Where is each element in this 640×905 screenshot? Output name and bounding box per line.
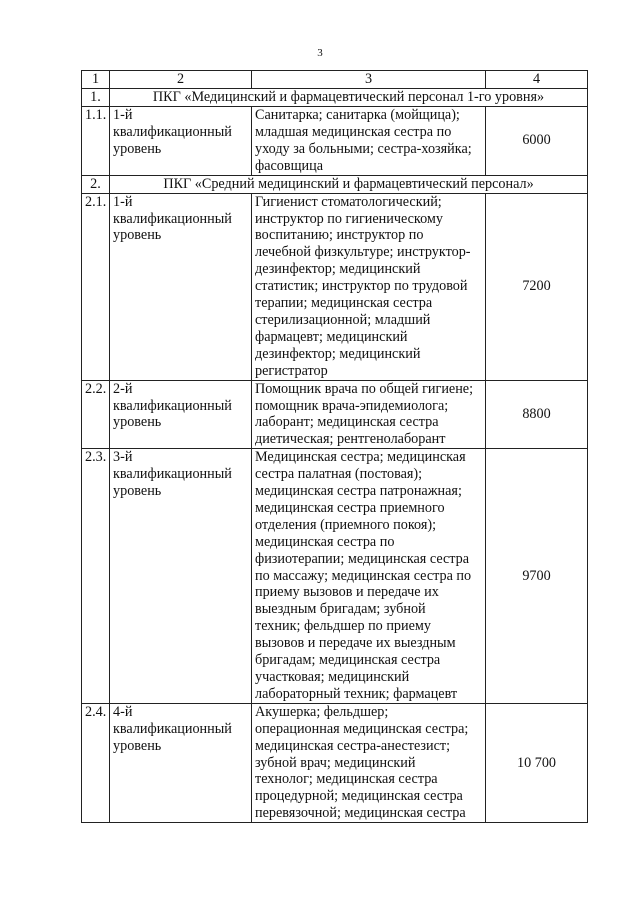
section-title: ПКГ «Средний медицинский и фармацевтический персонал» bbox=[110, 175, 588, 193]
salary-amount: 9700 bbox=[486, 449, 588, 704]
positions-line: стерилизационной; младший bbox=[255, 311, 431, 328]
row-code: 2.4. bbox=[82, 703, 110, 822]
salary-amount: 8800 bbox=[486, 380, 588, 449]
page-number: 3 bbox=[317, 47, 323, 59]
qualification-level-line: уровень bbox=[113, 140, 162, 157]
positions-line: уходу за больными; сестра-хозяйка; bbox=[255, 140, 472, 157]
qualification-level-cell bbox=[110, 703, 252, 822]
section-title: ПКГ «Медицинский и фармацевтический персонал 1-го уровня» bbox=[110, 89, 588, 107]
qualification-level-line: 2-й bbox=[113, 380, 133, 397]
column-number-4: 4 bbox=[486, 71, 588, 89]
qualification-level-cell bbox=[110, 193, 252, 380]
qualification-level-cell bbox=[110, 380, 252, 449]
qualification-level-line: уровень bbox=[113, 483, 162, 500]
column-number-3: 3 bbox=[252, 71, 486, 89]
positions-line: выездным бригадам; зубной bbox=[255, 601, 426, 618]
positions-line: Санитарка; санитарка (мойщица); bbox=[255, 107, 460, 123]
positions-line: физиотерапии; медицинская сестра bbox=[255, 550, 470, 567]
positions-line: бригадам; медицинская сестра bbox=[255, 652, 441, 669]
section-row bbox=[82, 89, 588, 107]
column-number-header-row bbox=[82, 71, 588, 89]
positions-line: сестра палатная (постовая); bbox=[255, 466, 423, 483]
positions-line: медицинская сестра приемного bbox=[255, 499, 445, 516]
positions-line: участковая; медицинский bbox=[255, 669, 410, 685]
positions-line: лечебной физкультуре; инструктор- bbox=[255, 244, 471, 261]
qualification-level-line: квалификационный bbox=[113, 466, 232, 483]
positions-line: вызовов и передаче их выездным bbox=[255, 635, 456, 652]
row-code: 2.1. bbox=[82, 193, 110, 380]
positions-line: перевязочной; медицинская сестра bbox=[255, 805, 466, 822]
positions-line: младшая медицинская сестра по bbox=[255, 123, 452, 140]
salary-amount: 10 700 bbox=[486, 703, 588, 822]
positions-cell bbox=[252, 107, 486, 176]
positions-line: медицинская сестра-анестезист; bbox=[255, 737, 451, 754]
qualification-level-line: 1-й bbox=[113, 107, 133, 123]
table-row bbox=[82, 107, 588, 176]
positions-line: Медицинская сестра; медицинская bbox=[255, 449, 466, 466]
qualification-level-line: уровень bbox=[113, 737, 162, 754]
positions-line: технолог; медицинская сестра bbox=[255, 771, 438, 788]
positions-line: приему вызовов и передаче их bbox=[255, 584, 439, 601]
positions-line: статистик; инструктор по трудовой bbox=[255, 278, 468, 295]
positions-line: фармацевт; медицинский bbox=[255, 328, 408, 345]
positions-line: Помощник врача по общей гигиене; bbox=[255, 380, 474, 397]
row-code: 1.1. bbox=[82, 107, 110, 176]
section-number: 1. bbox=[82, 89, 110, 107]
positions-cell bbox=[252, 449, 486, 704]
qualification-level-line: уровень bbox=[113, 227, 162, 244]
positions-line: дезинфектор; медицинский bbox=[255, 345, 421, 362]
positions-line: по массажу; медицинская сестра по bbox=[255, 567, 472, 584]
positions-line: терапии; медицинская сестра bbox=[255, 295, 433, 312]
qualification-level-line: 1-й bbox=[113, 193, 133, 210]
table-row bbox=[82, 703, 588, 822]
positions-line: лаборант; медицинская сестра bbox=[255, 414, 439, 431]
positions-line: лабораторный техник; фармацевт bbox=[255, 685, 458, 702]
positions-line: дезинфектор; медицинский bbox=[255, 261, 421, 278]
positions-line: инструктор по гигиеническому bbox=[255, 210, 443, 227]
qualification-level-line: квалификационный bbox=[113, 397, 232, 414]
table-row bbox=[82, 193, 588, 380]
column-number-2: 2 bbox=[110, 71, 252, 89]
positions-line: медицинская сестра патронажная; bbox=[255, 483, 462, 500]
positions-line: Акушерка; фельдшер; bbox=[255, 703, 389, 720]
row-code: 2.2. bbox=[82, 380, 110, 449]
qualification-level-cell bbox=[110, 449, 252, 704]
positions-line: медицинская сестра по bbox=[255, 533, 395, 550]
qualification-level-line: квалификационный bbox=[113, 720, 232, 737]
positions-line: регистратор bbox=[255, 362, 328, 379]
table-row bbox=[82, 449, 588, 704]
positions-line: процедурной; медицинская сестра bbox=[255, 788, 463, 805]
positions-line: операционная медицинская сестра; bbox=[255, 720, 469, 737]
qualification-level-cell bbox=[110, 107, 252, 176]
positions-line: фасовщица bbox=[255, 157, 323, 174]
positions-cell bbox=[252, 703, 486, 822]
salary-table bbox=[81, 70, 588, 823]
column-number-1: 1 bbox=[82, 71, 110, 89]
positions-line: помощник врача-эпидемиолога; bbox=[255, 397, 449, 414]
section-row bbox=[82, 175, 588, 193]
positions-line: воспитанию; инструктор по bbox=[255, 227, 424, 244]
positions-cell bbox=[252, 380, 486, 449]
qualification-level-line: уровень bbox=[113, 414, 162, 431]
positions-line: отделения (приемного покоя); bbox=[255, 516, 437, 533]
salary-amount: 7200 bbox=[486, 193, 588, 380]
positions-line: техник; фельдшер по приему bbox=[255, 618, 431, 635]
qualification-level-line: 3-й bbox=[113, 449, 133, 466]
section-number: 2. bbox=[82, 175, 110, 193]
salary-amount: 6000 bbox=[486, 107, 588, 176]
salary-table-body bbox=[82, 71, 588, 823]
positions-line: зубной врач; медицинский bbox=[255, 754, 416, 771]
row-code: 2.3. bbox=[82, 449, 110, 704]
positions-line: Гигиенист стоматологический; bbox=[255, 193, 442, 210]
qualification-level-line: 4-й bbox=[113, 703, 133, 720]
positions-line: диетическая; рентгенолаборант bbox=[255, 431, 446, 448]
table-row bbox=[82, 380, 588, 449]
positions-cell bbox=[252, 193, 486, 380]
qualification-level-line: квалификационный bbox=[113, 123, 232, 140]
qualification-level-line: квалификационный bbox=[113, 210, 232, 227]
